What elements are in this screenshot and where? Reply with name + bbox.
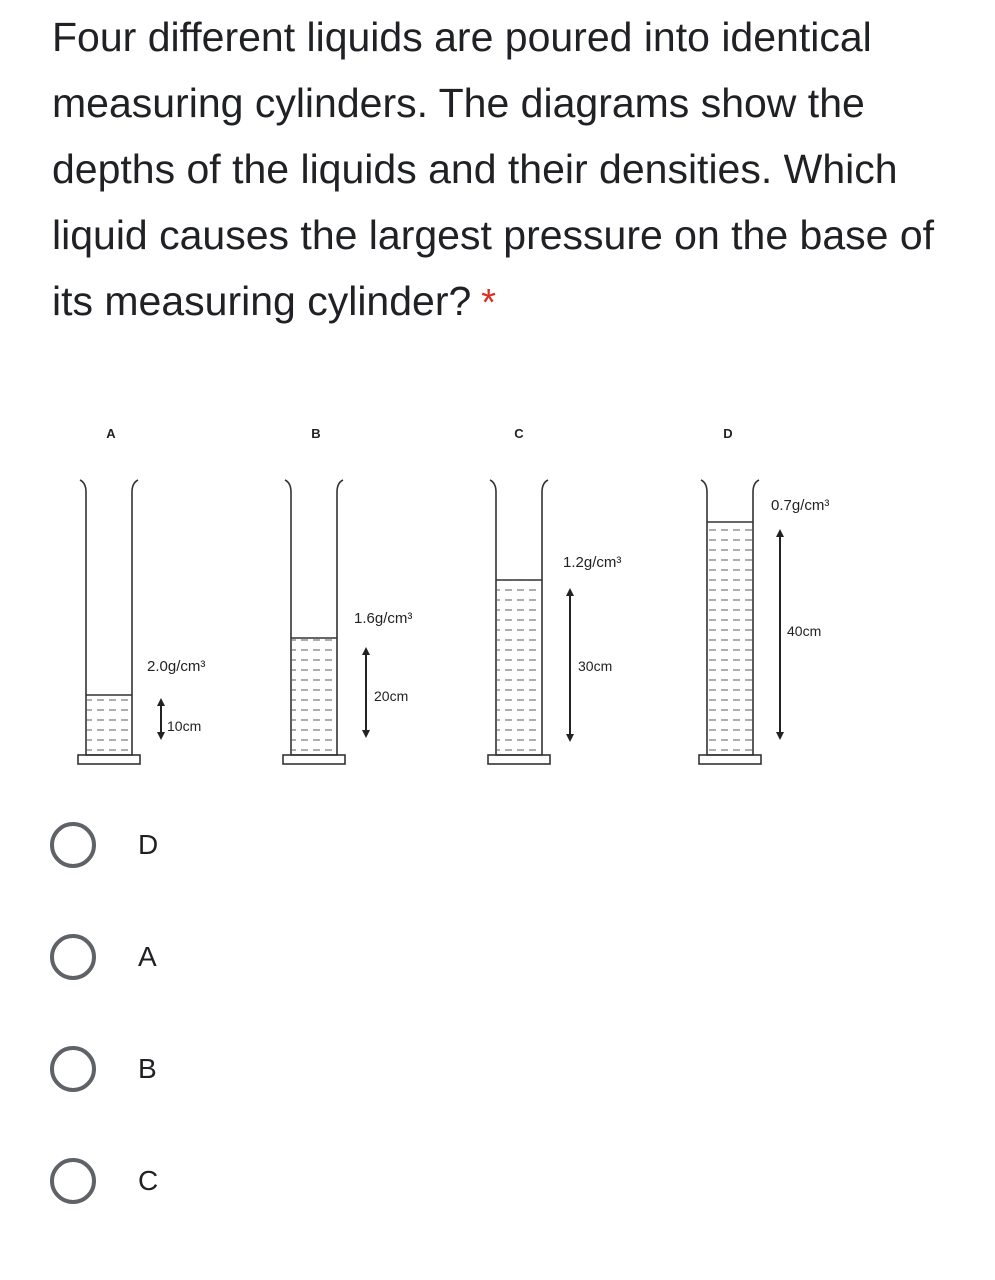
cylinders-svg	[0, 395, 995, 795]
answer-options	[50, 817, 650, 1265]
cylinder-d	[699, 426, 829, 764]
question-text: Four different liquids are poured into identical measuring cylinders. The diagrams show the depths of the liquids and their densities. Which liquid causes the largest pressure on the base of its measuring cylinder?	[52, 14, 935, 324]
cylinder-a	[78, 426, 205, 764]
radio-button-icon[interactable]	[50, 822, 96, 868]
cylinder-a-label: A	[106, 426, 116, 441]
radio-button-icon[interactable]	[50, 1158, 96, 1204]
cylinder-d-depth: 40cm	[787, 623, 822, 639]
cylinder-d-density: 0.7g/cm³	[771, 497, 830, 514]
radio-button-icon[interactable]	[50, 1046, 96, 1092]
option-label: D	[138, 829, 159, 860]
radio-button-icon[interactable]	[50, 934, 96, 980]
cylinder-b	[283, 426, 412, 764]
cylinders-diagram	[0, 395, 995, 795]
option-d[interactable]	[50, 817, 650, 873]
cylinder-b-label: B	[311, 426, 321, 441]
option-b[interactable]	[50, 1041, 650, 1097]
option-c[interactable]	[50, 1153, 650, 1209]
option-label: B	[138, 1053, 157, 1084]
cylinder-c-label: C	[514, 426, 524, 441]
cylinder-b-liquid	[292, 638, 336, 755]
cylinder-c-depth: 30cm	[578, 658, 613, 674]
required-asterisk: *	[481, 282, 497, 324]
cylinder-b-density: 1.6g/cm³	[354, 610, 413, 627]
cylinder-a-density: 2.0g/cm³	[147, 658, 206, 675]
cylinder-c	[488, 426, 621, 764]
cylinder-b-depth: 20cm	[374, 688, 409, 704]
option-label: C	[138, 1165, 159, 1196]
option-label: A	[138, 941, 157, 972]
option-a[interactable]	[50, 929, 650, 985]
cylinder-a-liquid	[87, 695, 131, 755]
question-title	[52, 4, 972, 336]
cylinder-d-liquid	[708, 522, 752, 755]
cylinder-c-liquid	[497, 580, 541, 755]
cylinder-c-density: 1.2g/cm³	[563, 554, 622, 571]
cylinder-d-label: D	[723, 426, 733, 441]
cylinder-a-depth: 10cm	[167, 718, 202, 734]
